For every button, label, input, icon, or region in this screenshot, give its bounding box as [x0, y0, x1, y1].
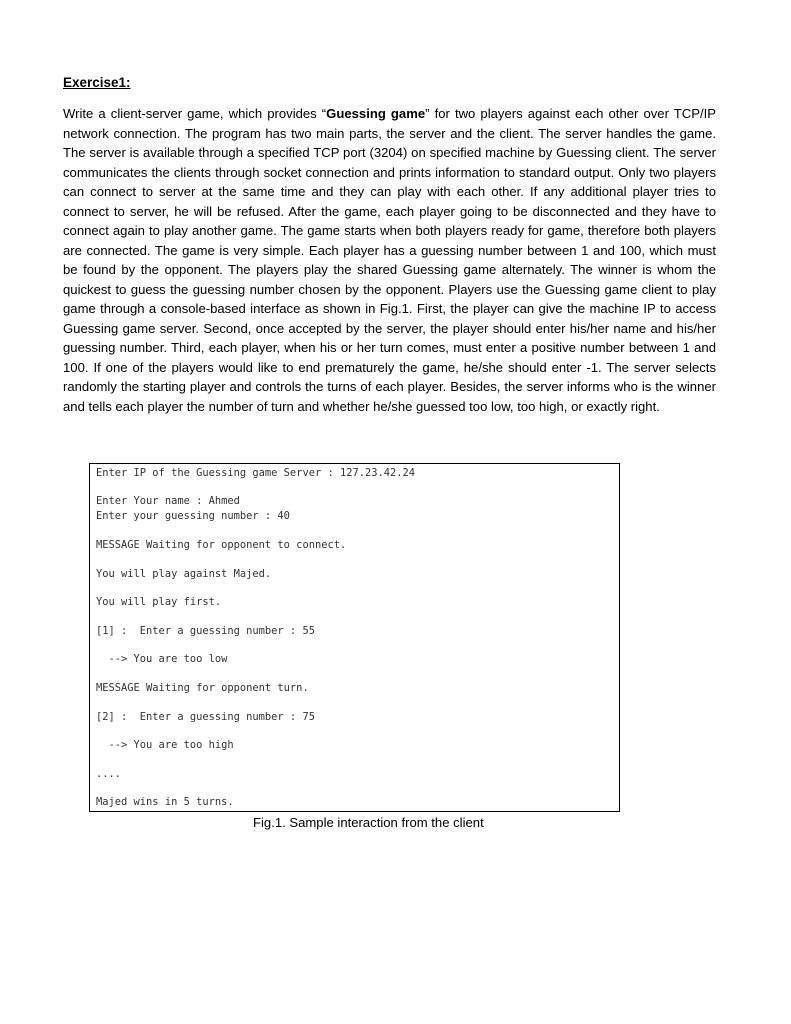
- description-text-rest: ” for two players against each other over TCP/IP network connection. The program has two main parts, the server and the client. The server handles the game. The server is available through a specified TCP port (3204) on specified machine by Guessing client. The server communicates the clients through socket connection and prints information to standard output. Only two players can connect to server at the same time and they can play with each other. If any additional player tries to connect to server, he will be refused. After the game, each player going to be disconnected and they have to connect again to play another game. The game starts when both players ready for game, therefore both players are connected. The game is very simple. Each player has a guessing number between 1 and 100, which must be found by the opponent. The players play the shared Guessing game alternately. The winner is whom the quickest to guess the guessing number chosen by the opponent. Players use the Guessing game client to play game through a console-based interface as shown in Fig.1. First, the player can give the machine IP to access Guessing game server. Second, once accepted by the server, the player should enter his/her name and his/her guessing number. Third, each player, when his or her turn comes, must enter a positive number between 1 and 100. If one of the players would like to end prematurely the game, he/she should enter -1. The server selects randomly the starting player and controls the turns of each player. Besides, the server informs who is the winner and tells each player the number of turn and whether he/she guessed too low, too high, or exactly right.: [63, 106, 716, 414]
- console-line-ellipsis: ....: [96, 768, 122, 780]
- console-line-too-low: --> You are too low: [96, 653, 228, 665]
- exercise-description: [63, 104, 716, 416]
- console-line-too-high: --> You are too high: [96, 739, 234, 751]
- console-line-opponent: You will play against Majed.: [96, 568, 272, 580]
- description-text-start: Write a client-server game, which provides “: [63, 106, 327, 121]
- console-line-turn-2: [2] : Enter a guessing number : 75: [96, 711, 315, 723]
- game-name-bold: Guessing game: [326, 106, 426, 121]
- console-line-waiting-connect: MESSAGE Waiting for opponent to connect.: [96, 539, 347, 551]
- console-line-play-first: You will play first.: [96, 596, 222, 608]
- console-line-server-ip: Enter IP of the Guessing game Server : 127.23.42.24: [96, 467, 416, 479]
- console-line-waiting-turn: MESSAGE Waiting for opponent turn.: [96, 682, 309, 694]
- console-line-turn-1: [1] : Enter a guessing number : 55: [96, 625, 315, 637]
- exercise-heading: Exercise1:: [63, 75, 131, 90]
- console-line-winner: Majed wins in 5 turns.: [96, 796, 234, 808]
- sample-console-box: [89, 463, 620, 812]
- console-line-guessing-number: Enter your guessing number : 40: [96, 510, 290, 522]
- console-line-name: Enter Your name : Ahmed: [96, 495, 240, 507]
- figure-caption: Fig.1. Sample interaction from the client: [253, 815, 484, 830]
